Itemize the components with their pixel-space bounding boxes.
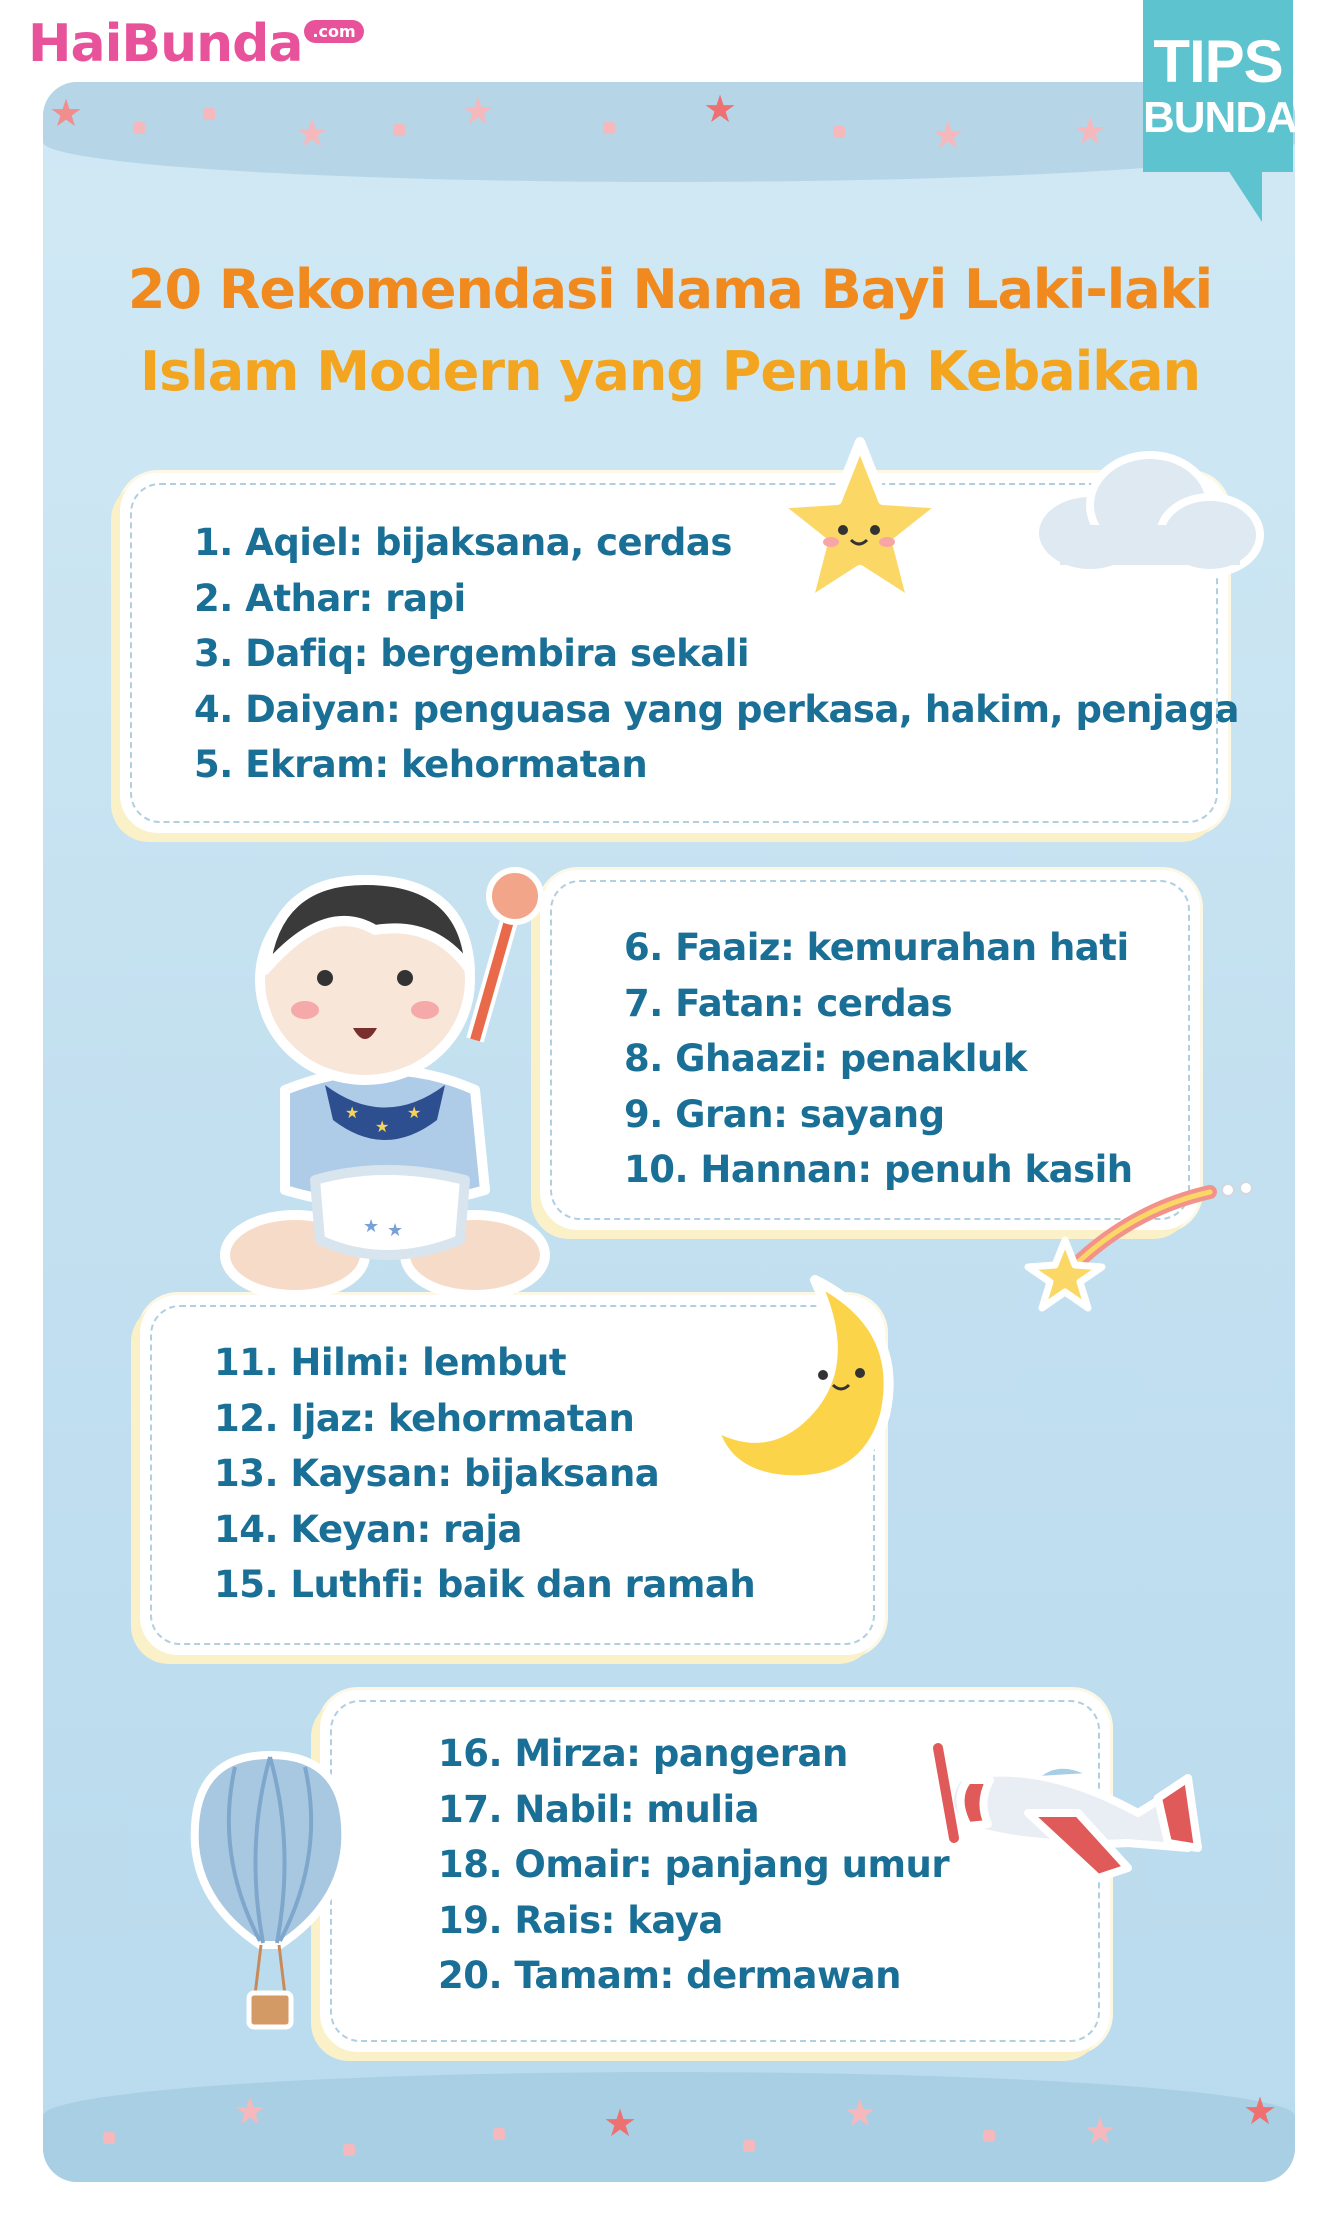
star-icon: ★ bbox=[1243, 2089, 1278, 2133]
list-item: 7. Fatan: cerdas bbox=[624, 981, 953, 1025]
confetti-dot bbox=[983, 2130, 995, 2142]
title-line-2: Islam Modern yang Penuh Kebaikan bbox=[139, 340, 1201, 403]
top-wave-band bbox=[43, 82, 1295, 182]
star-icon: ★ bbox=[461, 89, 496, 133]
svg-text:★: ★ bbox=[345, 1103, 360, 1122]
list-item: 9. Gran: sayang bbox=[624, 1092, 945, 1136]
star-icon: ★ bbox=[931, 113, 966, 157]
svg-text:★: ★ bbox=[375, 1117, 390, 1136]
svg-text:★: ★ bbox=[387, 1220, 404, 1241]
brand-name: HaiBunda bbox=[28, 14, 303, 74]
list-item: 20. Tamam: dermawan bbox=[438, 1954, 901, 1997]
list-item: 15. Luthfi: baik dan ramah bbox=[214, 1563, 756, 1606]
confetti-dot bbox=[203, 108, 215, 120]
hot-air-balloon-icon bbox=[185, 1745, 355, 2045]
star-icon: ★ bbox=[703, 87, 738, 131]
list-item: 6. Faaiz: kemurahan hati bbox=[624, 926, 1129, 969]
crescent-moon-icon bbox=[705, 1265, 905, 1495]
badge-line2: BUNDA bbox=[1143, 93, 1297, 142]
list-item: 12. Ijaz: kehormatan bbox=[214, 1396, 635, 1440]
confetti-dot bbox=[833, 126, 845, 138]
confetti-dot bbox=[743, 2140, 755, 2152]
list-item: 13. Kaysan: bijaksana bbox=[214, 1452, 660, 1495]
baby-with-rattle-icon bbox=[175, 860, 575, 1300]
list-item: 17. Nabil: mulia bbox=[438, 1787, 760, 1831]
confetti-dot bbox=[393, 124, 405, 136]
confetti-dot bbox=[133, 122, 145, 134]
airplane-icon bbox=[898, 1718, 1208, 1898]
list-item: 11. Hilmi: lembut bbox=[214, 1341, 567, 1384]
star-character-icon bbox=[765, 432, 955, 617]
brand-suffix: .com bbox=[304, 20, 363, 43]
star-icon: ★ bbox=[603, 2101, 638, 2145]
confetti-dot bbox=[603, 122, 615, 134]
list-item: 5. Ekram: kehormatan bbox=[194, 743, 648, 786]
tips-bunda-badge bbox=[1143, 0, 1297, 172]
badge-tail bbox=[1228, 170, 1262, 222]
shooting-star-icon bbox=[1010, 1170, 1260, 1320]
star-icon: ★ bbox=[295, 111, 330, 155]
title-line-1: 20 Rekomendasi Nama Bayi Laki-laki bbox=[127, 258, 1213, 321]
list-item: 14. Keyan: raja bbox=[214, 1507, 523, 1551]
confetti-dot bbox=[343, 2144, 355, 2156]
svg-text:★: ★ bbox=[363, 1216, 380, 1237]
name-list-4 bbox=[438, 1726, 949, 2004]
confetti-dot bbox=[493, 2128, 505, 2140]
star-icon: ★ bbox=[233, 2089, 268, 2133]
list-item: 16. Mirza: pangeran bbox=[438, 1732, 848, 1775]
name-list-3 bbox=[214, 1335, 755, 1613]
list-item: 8. Ghaazi: penakluk bbox=[624, 1037, 1027, 1080]
svg-text:★: ★ bbox=[407, 1103, 422, 1122]
star-icon: ★ bbox=[843, 2091, 878, 2135]
confetti-dot bbox=[103, 2132, 115, 2144]
list-item: 2. Athar: rapi bbox=[194, 576, 466, 620]
star-icon: ★ bbox=[49, 91, 84, 135]
list-item: 19. Rais: kaya bbox=[438, 1898, 723, 1942]
star-icon: ★ bbox=[1083, 2109, 1118, 2153]
cloud-icon bbox=[1020, 445, 1270, 585]
list-item: 18. Omair: panjang umur bbox=[438, 1843, 950, 1886]
name-list-2 bbox=[624, 920, 1133, 1198]
list-item: 4. Daiyan: penguasa yang perkasa, hakim, penjaga bbox=[194, 687, 1239, 731]
list-item: 3. Dafiq: bergembira sekali bbox=[194, 632, 750, 675]
list-item: 1. Aqiel: bijaksana, cerdas bbox=[194, 521, 732, 564]
badge-line1: TIPS bbox=[1153, 28, 1283, 95]
brand-logo bbox=[28, 14, 364, 74]
list-item: 10. Hannan: penuh kasih bbox=[624, 1148, 1133, 1191]
star-icon: ★ bbox=[1073, 109, 1108, 153]
